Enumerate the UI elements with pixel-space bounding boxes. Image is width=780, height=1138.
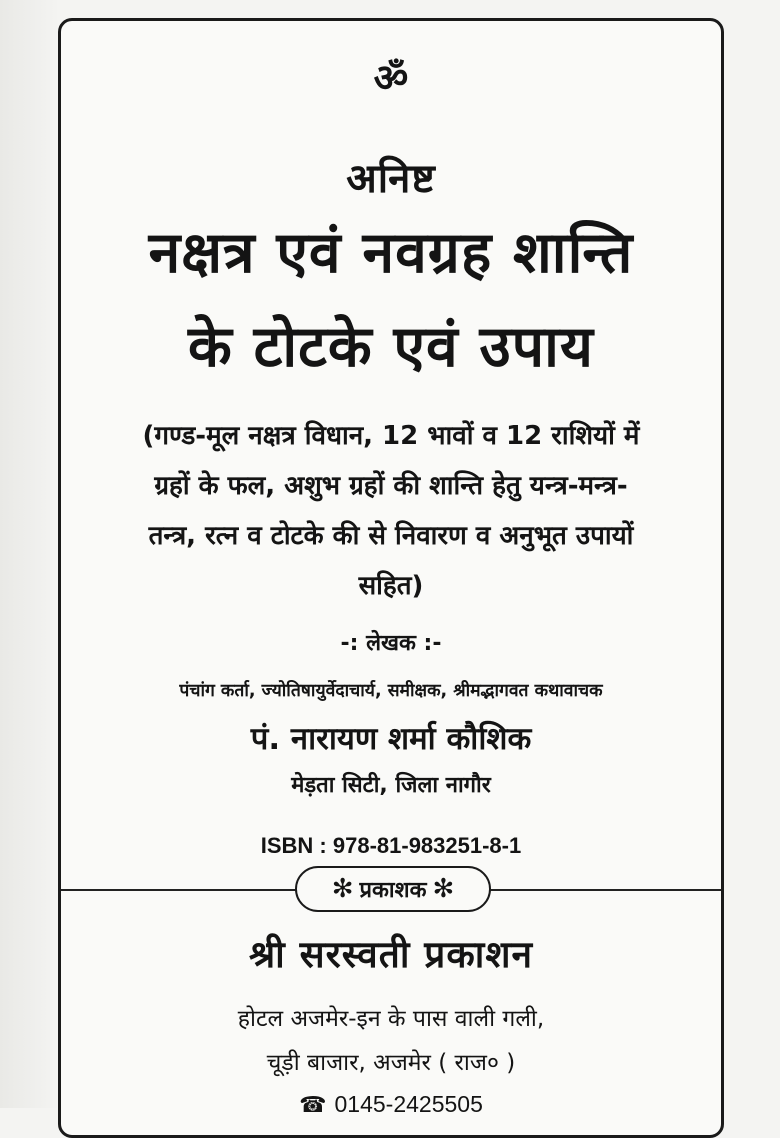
author-titles: पंचांग कर्ता, ज्योतिषायुर्वेदाचार्य, समीक्षक, श्रीमद्भागवत कथावाचक xyxy=(179,681,603,701)
author-label: -: लेखक :- xyxy=(340,631,442,656)
subtitle-line: सहित) xyxy=(358,571,424,601)
subtitle-line: (गण्ड-मूल नक्षत्र विधान, 12 भावों व 12 राशियों में xyxy=(142,421,640,451)
publisher-address-line-1: होटल अजमेर-इन के पास वाली गली, xyxy=(237,1006,545,1032)
publisher-badge-label: प्रकाशक xyxy=(359,878,427,903)
isbn: ISBN : 978-81-983251-8-1 xyxy=(260,833,522,858)
subtitle-line: तन्त्र, रत्न व टोटके की से निवारण व अनुभूत उपायों xyxy=(148,521,634,551)
star-icon: ✻ xyxy=(432,874,455,904)
book-title-line-1: नक्षत्र एवं नवग्रह शान्ति xyxy=(148,220,634,286)
star-icon: ✻ xyxy=(331,874,354,904)
book-title-line-2: के टोटके एवं उपाय xyxy=(188,314,594,380)
publisher-phone xyxy=(61,1091,721,1118)
title-kicker: अनिष्ट xyxy=(346,156,436,202)
author-place: मेड़ता सिटी, जिला नागौर xyxy=(291,773,491,798)
author-name: पं. नारायण शर्मा कौशिक xyxy=(250,721,532,757)
book-subtitle xyxy=(79,411,703,611)
subtitle-line: ग्रहों के फल, अशुभ ग्रहों की शान्ति हेतु यन्त्र-मन्त्र- xyxy=(154,471,628,501)
om-symbol: ॐ xyxy=(373,56,409,100)
telephone-icon: ☎ xyxy=(299,1093,327,1118)
publisher-name: श्री सरस्वती प्रकाशन xyxy=(248,933,534,976)
publisher-badge xyxy=(295,866,491,912)
phone-number: 0145-2425505 xyxy=(334,1091,483,1117)
title-page-frame xyxy=(58,18,724,1138)
publisher-address-line-2: चूड़ी बाजार, अजमेर ( राज० ) xyxy=(266,1050,516,1076)
page-margin xyxy=(0,0,60,1108)
